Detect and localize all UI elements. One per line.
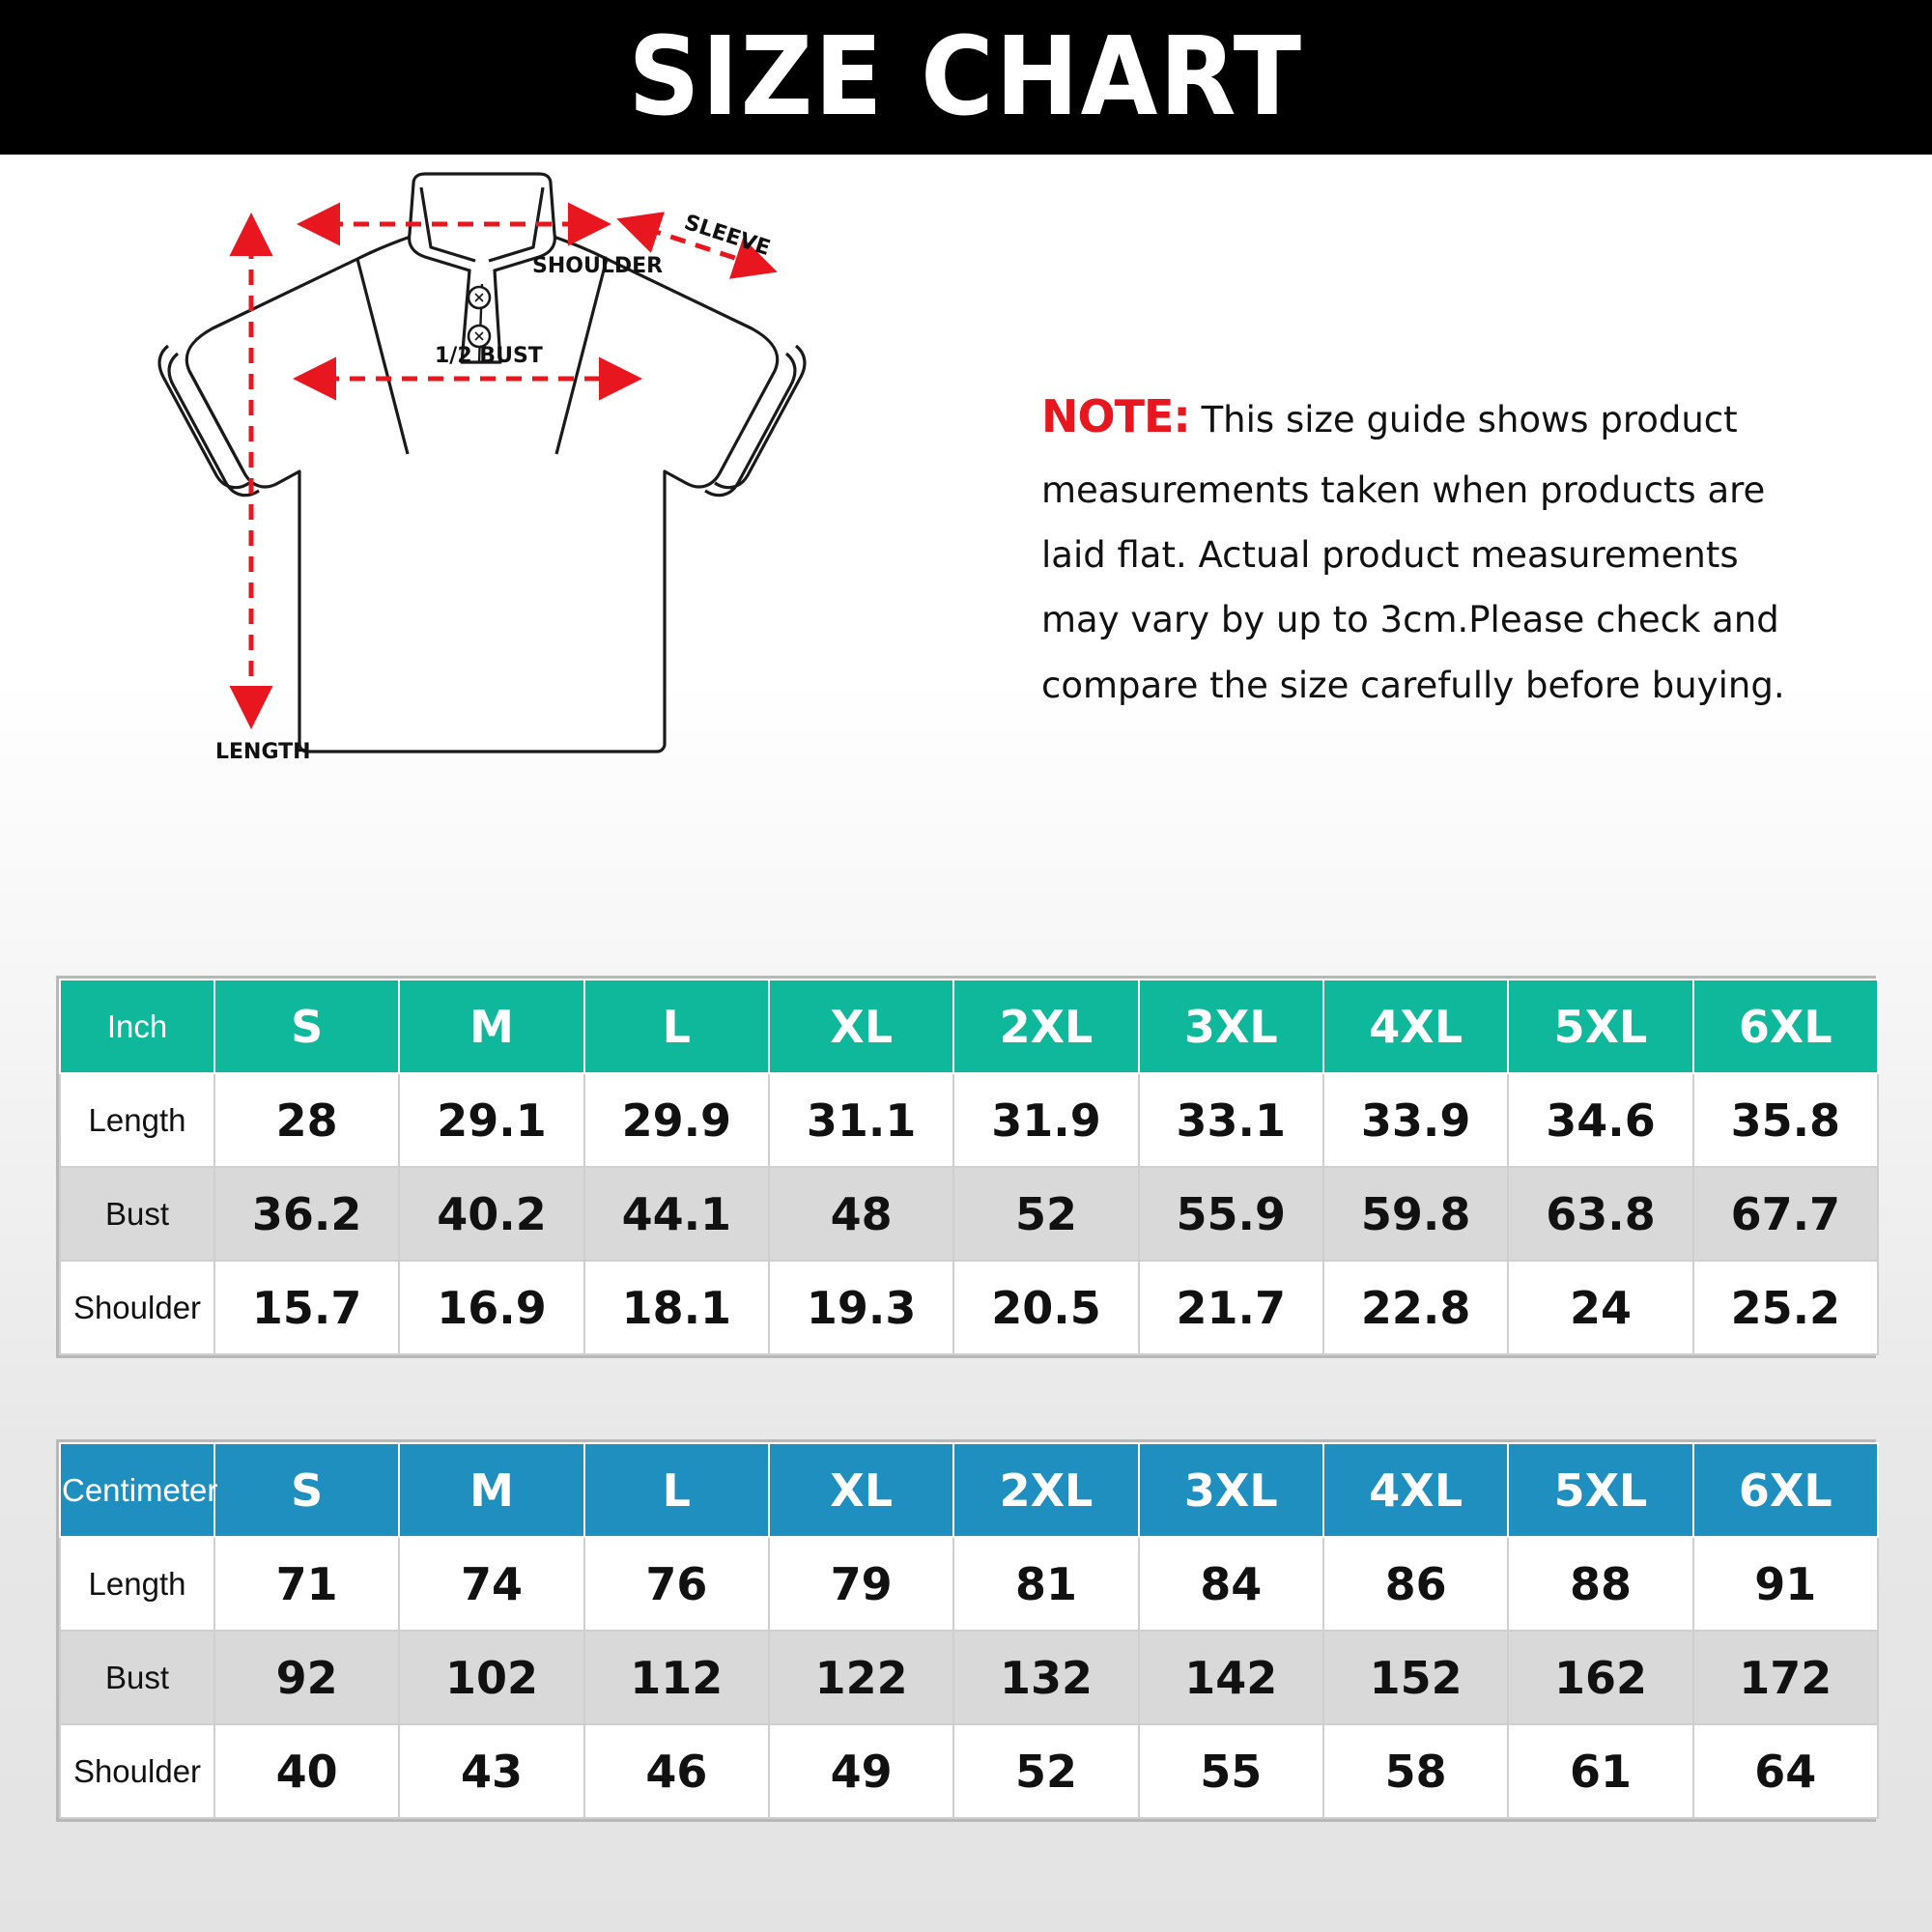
cm-table-border (56, 1439, 1876, 1822)
cm-bust-6xl: 172 (1693, 1631, 1878, 1724)
cm-size-header-6xl: 6XL (1693, 1443, 1878, 1537)
inch-size-table (59, 979, 1879, 1355)
cm-bust-s: 92 (214, 1631, 399, 1724)
cm-size-table (59, 1442, 1879, 1819)
inch-bust-m: 40.2 (399, 1167, 583, 1261)
inch-bust-4xl: 59.8 (1323, 1167, 1508, 1261)
inch-size-header-s: S (214, 980, 399, 1073)
cm-bust-4xl: 152 (1323, 1631, 1508, 1724)
cm-shoulder-4xl: 58 (1323, 1724, 1508, 1818)
cm-bust-5xl: 162 (1508, 1631, 1692, 1724)
cm-length-3xl: 84 (1139, 1537, 1323, 1631)
inch-shoulder-4xl: 22.8 (1323, 1261, 1508, 1354)
table-row (60, 1631, 1878, 1724)
inch-shoulder-l: 18.1 (584, 1261, 769, 1354)
page-title: SIZE CHART (628, 14, 1304, 140)
cm-length-xl: 79 (769, 1537, 953, 1631)
label-shoulder: SHOULDER (532, 254, 664, 278)
inch-length-6xl: 35.8 (1693, 1073, 1878, 1167)
cm-bust-3xl: 142 (1139, 1631, 1323, 1724)
note-text-2: measurements taken when products are (1041, 469, 1766, 511)
inch-size-header-xl: XL (769, 980, 953, 1073)
table-row (60, 1167, 1878, 1261)
header-bar (0, 0, 1932, 155)
note-text-1: This size guide shows product (1201, 399, 1738, 440)
inch-shoulder-5xl: 24 (1508, 1261, 1692, 1354)
inch-shoulder-xl: 19.3 (769, 1261, 953, 1354)
inch-size-header-3xl: 3XL (1139, 980, 1323, 1073)
inch-table-wrap (56, 976, 1876, 1358)
table-row (60, 1261, 1878, 1354)
cm-row-label-bust: Bust (60, 1631, 214, 1724)
inch-length-4xl: 33.9 (1323, 1073, 1508, 1167)
inch-row-label-length: Length (60, 1073, 214, 1167)
inch-bust-s: 36.2 (214, 1167, 399, 1261)
inch-size-header-2xl: 2XL (953, 980, 1138, 1073)
cm-unit-header: Centimeter (60, 1443, 214, 1537)
inch-size-header-4xl: 4XL (1323, 980, 1508, 1073)
inch-length-s: 28 (214, 1073, 399, 1167)
cm-shoulder-l: 46 (584, 1724, 769, 1818)
cm-bust-m: 102 (399, 1631, 583, 1724)
cm-bust-l: 112 (584, 1631, 769, 1724)
inch-length-3xl: 33.1 (1139, 1073, 1323, 1167)
cm-length-4xl: 86 (1323, 1537, 1508, 1631)
inch-bust-xl: 48 (769, 1167, 953, 1261)
cm-length-5xl: 88 (1508, 1537, 1692, 1631)
label-length: LENGTH (215, 740, 311, 764)
inch-shoulder-6xl: 25.2 (1693, 1261, 1878, 1354)
cm-row-label-length: Length (60, 1537, 214, 1631)
cm-length-m: 74 (399, 1537, 583, 1631)
inch-length-l: 29.9 (584, 1073, 769, 1167)
inch-size-header-m: M (399, 980, 583, 1073)
inch-row-label-bust: Bust (60, 1167, 214, 1261)
note-text-5: compare the size carefully before buying. (1041, 664, 1785, 706)
note-text-3: laid flat. Actual product measurements (1041, 534, 1739, 577)
inch-row-label-shoulder: Shoulder (60, 1261, 214, 1354)
inch-size-header-l: L (584, 980, 769, 1073)
shirt-outline (159, 174, 805, 752)
polo-shirt-illustration (155, 164, 995, 947)
cm-length-2xl: 81 (953, 1537, 1138, 1631)
cm-shoulder-s: 40 (214, 1724, 399, 1818)
inch-shoulder-2xl: 20.5 (953, 1261, 1138, 1354)
cm-shoulder-5xl: 61 (1508, 1724, 1692, 1818)
cm-size-header-4xl: 4XL (1323, 1443, 1508, 1537)
inch-size-header-5xl: 5XL (1508, 980, 1692, 1073)
table-row (60, 1537, 1878, 1631)
cm-shoulder-6xl: 64 (1693, 1724, 1878, 1818)
cm-size-header-m: M (399, 1443, 583, 1537)
note-block (1041, 377, 1872, 718)
cm-shoulder-xl: 49 (769, 1724, 953, 1818)
label-sleeve: SLEEVE (681, 210, 774, 262)
cm-shoulder-3xl: 55 (1139, 1724, 1323, 1818)
cm-size-header-2xl: 2XL (953, 1443, 1138, 1537)
inch-shoulder-s: 15.7 (214, 1261, 399, 1354)
cm-row-label-shoulder: Shoulder (60, 1724, 214, 1818)
table-row (60, 1724, 1878, 1818)
inch-shoulder-3xl: 21.7 (1139, 1261, 1323, 1354)
inch-unit-header: Inch (60, 980, 214, 1073)
inch-bust-2xl: 52 (953, 1167, 1138, 1261)
cm-size-header-5xl: 5XL (1508, 1443, 1692, 1537)
inch-shoulder-m: 16.9 (399, 1261, 583, 1354)
cm-table-header-row (60, 1443, 1878, 1537)
inch-bust-3xl: 55.9 (1139, 1167, 1323, 1261)
inch-size-header-6xl: 6XL (1693, 980, 1878, 1073)
note-line-1 (1041, 377, 1872, 458)
inch-table-header-row (60, 980, 1878, 1073)
cm-bust-xl: 122 (769, 1631, 953, 1724)
cm-length-s: 71 (214, 1537, 399, 1631)
cm-size-header-xl: XL (769, 1443, 953, 1537)
inch-length-m: 29.1 (399, 1073, 583, 1167)
inch-length-5xl: 34.6 (1508, 1073, 1692, 1167)
cm-size-header-s: S (214, 1443, 399, 1537)
cm-bust-2xl: 132 (953, 1631, 1138, 1724)
note-label: NOTE: (1041, 390, 1190, 442)
inch-length-2xl: 31.9 (953, 1073, 1138, 1167)
table-row (60, 1073, 1878, 1167)
cm-shoulder-m: 43 (399, 1724, 583, 1818)
inch-table-border (56, 976, 1876, 1358)
inch-length-xl: 31.1 (769, 1073, 953, 1167)
cm-length-l: 76 (584, 1537, 769, 1631)
cm-table-wrap (56, 1439, 1876, 1822)
note-text-4: may vary by up to 3cm.Please check and (1041, 599, 1779, 641)
inch-bust-l: 44.1 (584, 1167, 769, 1261)
inch-bust-6xl: 67.7 (1693, 1167, 1878, 1261)
label-half-bust: 1/2 BUST (435, 344, 543, 368)
inch-bust-5xl: 63.8 (1508, 1167, 1692, 1261)
cm-size-header-3xl: 3XL (1139, 1443, 1323, 1537)
cm-size-header-l: L (584, 1443, 769, 1537)
cm-shoulder-2xl: 52 (953, 1724, 1138, 1818)
cm-length-6xl: 91 (1693, 1537, 1878, 1631)
